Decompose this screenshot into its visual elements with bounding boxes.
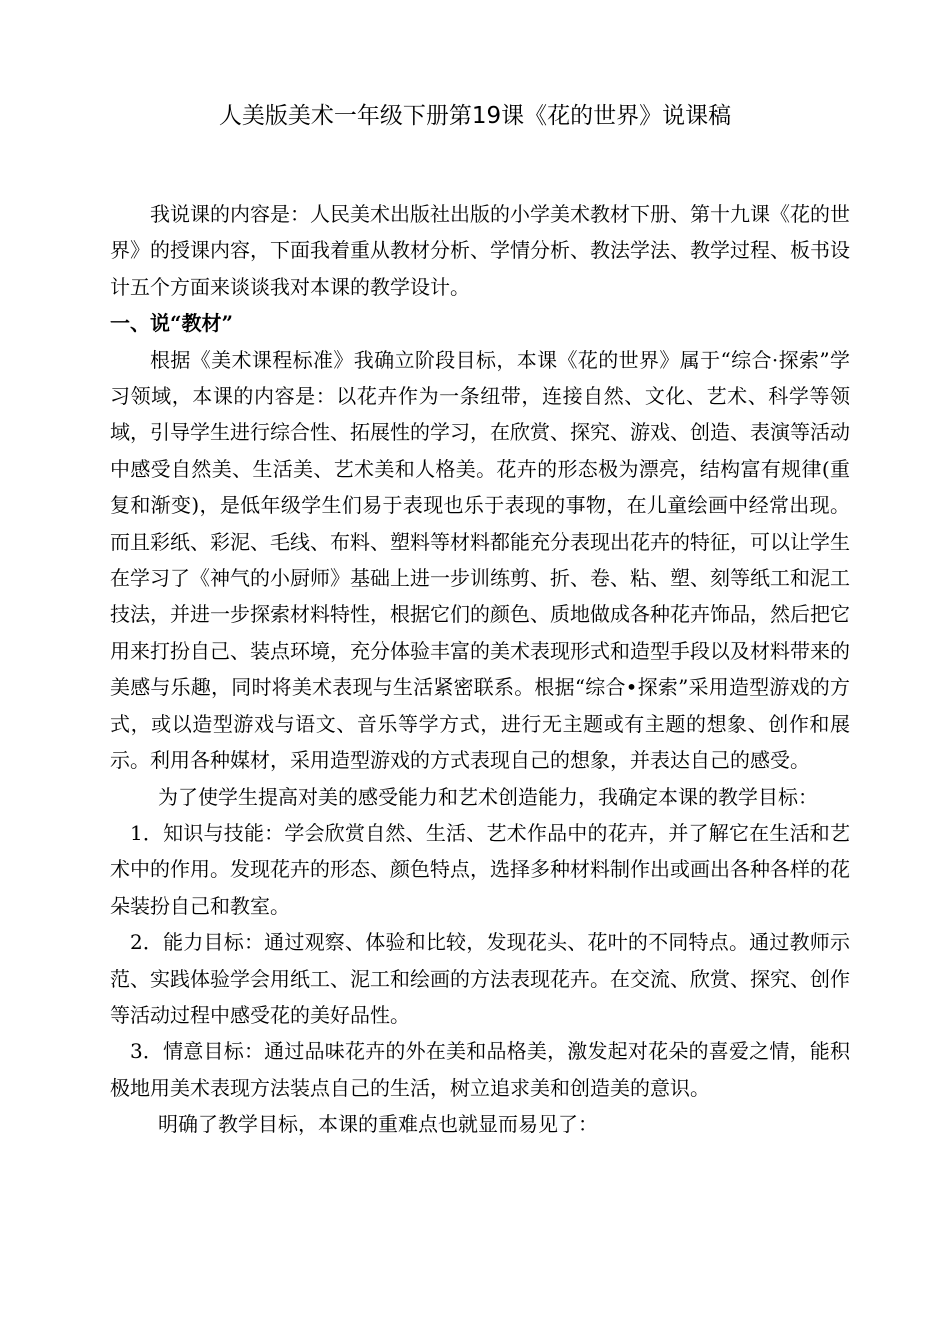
paragraph-intro: 我说课的内容是：人民美术出版社出版的小学美术教材下册、第十九课《花的世界》的授课内容，下面我着重从教材分析、学情分析、教法学法、教学过程、板书设计五个方面来谈谈我对本课的教学设计。 [110, 202, 850, 299]
paragraph-goal-3: 3．情意目标：通过品味花卉的外在美和品格美，激发起对花朵的喜爱之情，能积极地用美术表现方法装点自己的生活，树立追求美和创造美的意识。 [110, 1039, 850, 1100]
paragraph-textbook: 根据《美术课程标准》我确立阶段目标，本课《花的世界》属于“综合·探索”学习领域，本课的内容是：以花卉作为一条纽带，连接自然、文化、艺术、科学等领域，引导学生进行综合性、拓展性的学习，在欣赏、探究、游戏、创造、表演等活动中感受自然美、生活美、艺术美和人格美。花卉的形态极为漂亮，结构富有规律(重复和渐变)，是低年级学生们易于表现也乐于表现的事物，在儿童绘画中经常出现。而且彩纸、彩泥、毛线、布料、塑料等材料都能充分表现出花卉的特征，可以让学生在学习了《神气的小厨师》基础上进一步训练剪、折、卷、粘、塑、刻等纸工和泥工技法，并进一步探索材料特性，根据它们的颜色、质地做成各种花卉饰品，然后把它用来打扮自己、装点环境，充分体验丰富的美术表现形式和造型手段以及材料带来的美感与乐趣，同时将美术表现与生活紧密联系。根据“综合•探索”采用造型游戏的方式，或以造型游戏与语文、音乐等学方式，进行无主题或有主题的想象、创作和展示。利用各种媒材，采用造型游戏的方式表现自己的想象，并表达自己的感受。 [110, 347, 850, 773]
document-body [110, 196, 850, 1143]
paragraph-goal-intro: 为了使学生提高对美的感受能力和艺术创造能力，我确定本课的教学目标： [158, 784, 818, 809]
paragraph-goal-2: 2．能力目标：通过观察、体验和比较，发现花头、花叶的不同特点。通过教师示范、实践体验学会用纸工、泥工和绘画的方法表现花卉。在交流、欣赏、探究、创作等活动过程中感受花的美好品性。 [110, 930, 850, 1027]
paragraph-goal-1: 1．知识与技能：学会欣赏自然、生活、艺术作品中的花卉，并了解它在生活和艺术中的作用。发现花卉的形态、颜色特点，选择多种材料制作出或画出各种各样的花朵装扮自己和教室。 [110, 820, 850, 918]
paragraph-keypoints-intro: 明确了教学目标，本课的重难点也就显而易见了： [158, 1112, 598, 1137]
section-heading-textbook: 一、说“教材” [110, 311, 234, 336]
document-title: 人美版美术一年级下册第19课《花的世界》说课稿 [218, 103, 732, 129]
